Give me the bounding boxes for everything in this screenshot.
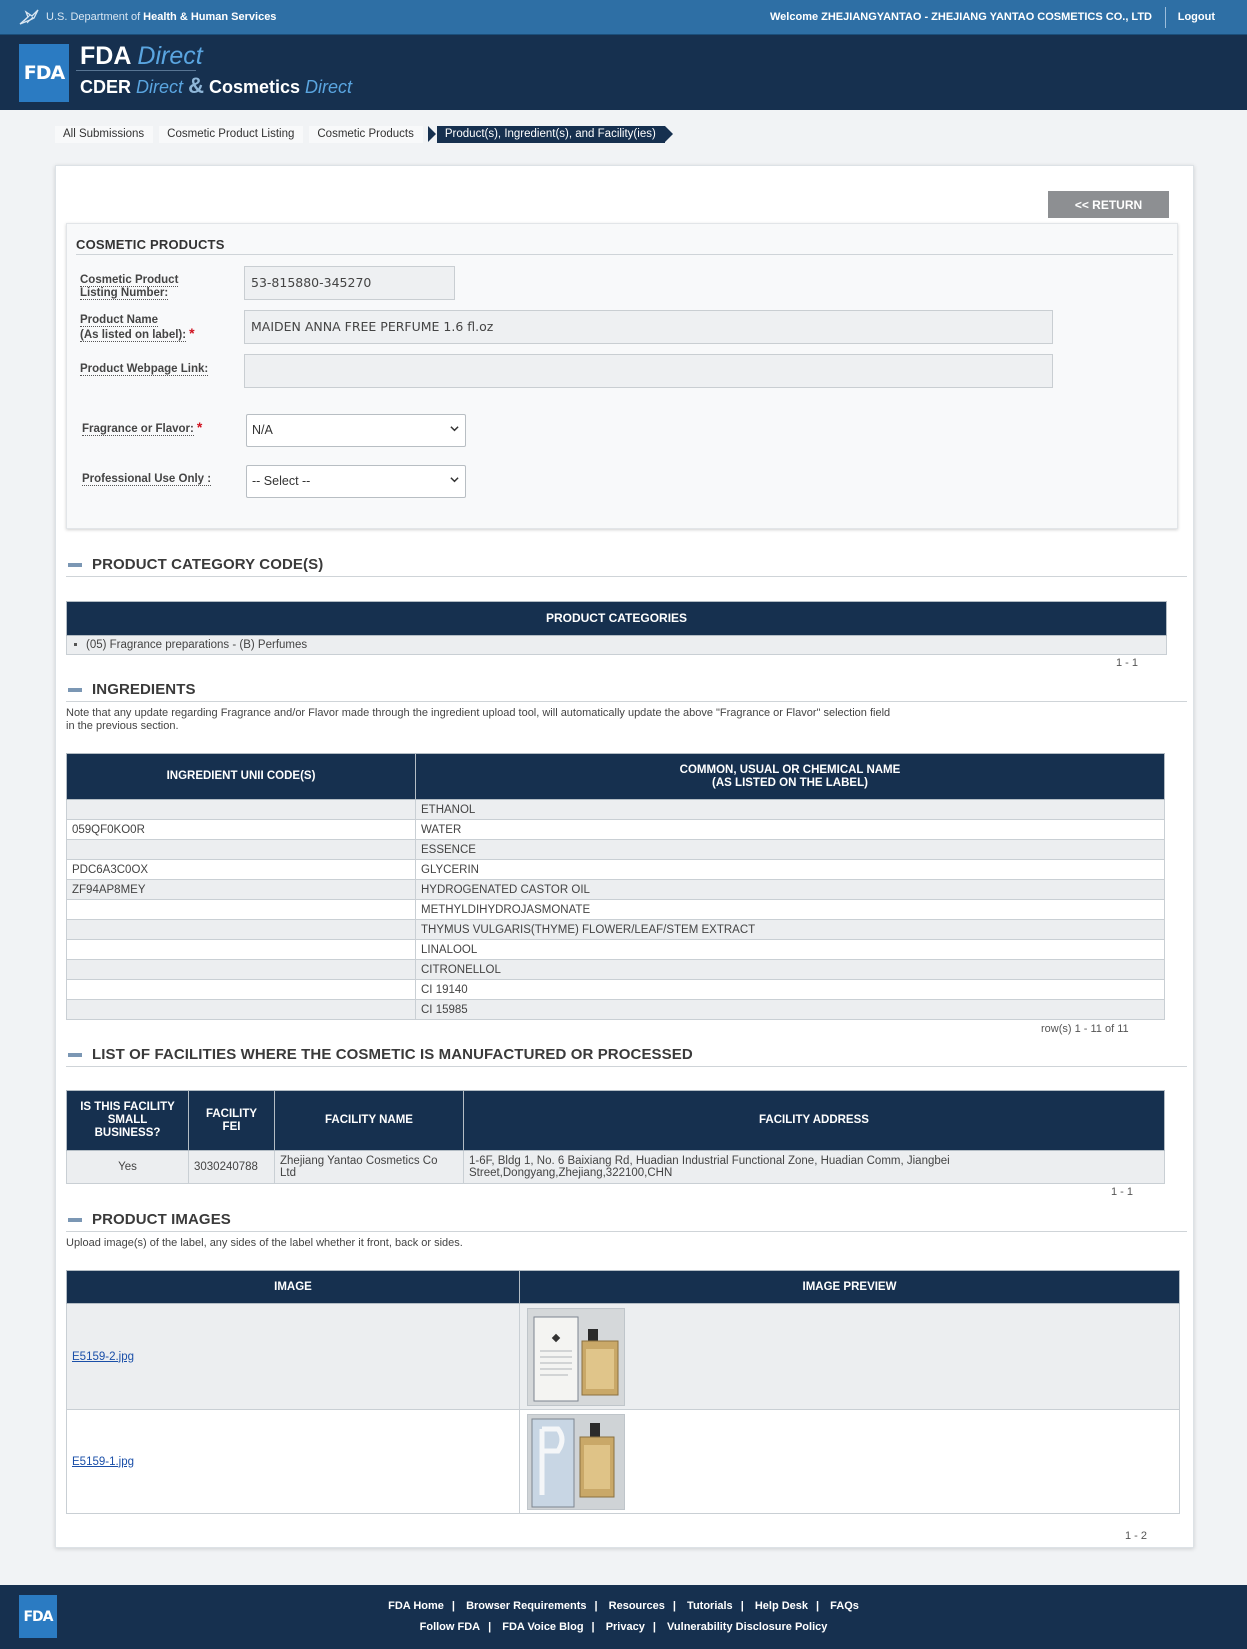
product-images-note: Upload image(s) of the label, any sides of the label whether it front, back or sides. bbox=[66, 1237, 463, 1249]
fda-logo[interactable]: FDA bbox=[19, 44, 69, 102]
listing-number-field[interactable]: 53-815880-345270 bbox=[244, 266, 455, 300]
categories-pager: 1 - 1 bbox=[1116, 657, 1139, 669]
category-item bbox=[67, 636, 1167, 655]
small-business-header-line-1: IS THIS FACILITY bbox=[80, 1101, 175, 1113]
image-file-link[interactable]: E5159-2.jpg bbox=[72, 1350, 135, 1363]
footer-link-faqs[interactable]: FAQs bbox=[830, 1600, 859, 1612]
unii-code-cell: 059QF0KO0R bbox=[67, 820, 416, 840]
webpage-link-label bbox=[80, 363, 208, 376]
ingredients-note bbox=[66, 707, 890, 733]
cosmetic-products-title: COSMETIC PRODUCTS bbox=[76, 237, 225, 252]
small-business-header bbox=[67, 1091, 189, 1151]
footer-links-row-1 bbox=[0, 1600, 1247, 1612]
professional-selected-value: -- Select -- bbox=[252, 474, 311, 488]
brand-rule bbox=[76, 70, 196, 71]
fragrance-selected-value: N/A bbox=[252, 423, 273, 437]
professional-use-label bbox=[82, 473, 211, 486]
footer-link-privacy[interactable]: Privacy bbox=[605, 1621, 645, 1633]
hhs-eagle-icon bbox=[18, 8, 40, 26]
ingredients-heading[interactable] bbox=[68, 681, 196, 698]
listing-label-line-1: Cosmetic Product bbox=[80, 274, 179, 286]
unii-code-cell bbox=[67, 980, 416, 1000]
footer-fda-logo[interactable]: FDA bbox=[19, 1595, 57, 1638]
table-row bbox=[67, 1151, 1165, 1184]
section-divider bbox=[66, 701, 1187, 702]
table-row bbox=[67, 860, 1165, 880]
section-divider bbox=[66, 576, 1187, 577]
fda-direct-title bbox=[80, 42, 203, 71]
footer-link-fda-voice-blog[interactable]: FDA Voice Blog bbox=[502, 1621, 584, 1633]
footer-separator: | bbox=[451, 1600, 455, 1612]
unii-code-cell: ZF94AP8MEY bbox=[67, 880, 416, 900]
required-marker: * bbox=[196, 419, 203, 435]
bullet-icon bbox=[74, 643, 77, 646]
ingredient-name-cell: CI 15985 bbox=[416, 1000, 1165, 1020]
unii-code-header: INGREDIENT UNII CODE(S) bbox=[67, 754, 416, 800]
footer-separator: | bbox=[652, 1621, 656, 1633]
table-header-row bbox=[67, 602, 1167, 636]
table-row bbox=[67, 900, 1165, 920]
product-name-label-line-1: Product Name bbox=[80, 314, 158, 326]
image-filename-cell bbox=[67, 1410, 520, 1514]
table-row bbox=[67, 880, 1165, 900]
footer-link-fda-home[interactable]: FDA Home bbox=[388, 1600, 444, 1612]
facility-address-header: FACILITY ADDRESS bbox=[464, 1091, 1165, 1151]
facility-name-cell bbox=[275, 1151, 464, 1184]
chemical-name-header bbox=[416, 754, 1165, 800]
ingredients-note-line-1: Note that any update regarding Fragrance and/or Flavor made through the ingredient upload tool, will automatically update the above "Fragrance or Flavor" selection field bbox=[66, 707, 891, 719]
footer-link-vulnerability-disclosure[interactable]: Vulnerability Disclosure Policy bbox=[666, 1621, 828, 1633]
facility-address-cell bbox=[464, 1151, 1165, 1184]
perfume-bottle-image-icon bbox=[528, 1415, 625, 1510]
footer-separator: | bbox=[816, 1600, 820, 1612]
footer-separator: | bbox=[740, 1600, 744, 1612]
table-row bbox=[67, 1410, 1180, 1514]
perfume-box-image-icon bbox=[528, 1309, 625, 1406]
footer bbox=[0, 1585, 1247, 1649]
image-preview-cell bbox=[520, 1304, 1180, 1410]
chevron-down-icon bbox=[450, 424, 459, 433]
facility-name-line-1: Zhejiang Yantao Cosmetics Co bbox=[280, 1155, 438, 1167]
image-preview-thumbnail[interactable] bbox=[527, 1308, 625, 1406]
image-preview-thumbnail[interactable] bbox=[527, 1414, 625, 1510]
hhs-dept-name: Health & Human Services bbox=[143, 11, 277, 23]
professional-use-select[interactable] bbox=[246, 465, 466, 498]
brand-cosmetics: Cosmetics bbox=[208, 77, 301, 97]
breadcrumb-all-submissions[interactable]: All Submissions bbox=[55, 126, 153, 143]
main-panel bbox=[55, 165, 1194, 1548]
product-category-title: PRODUCT CATEGORY CODE(S) bbox=[92, 556, 324, 573]
fei-cell: 3030240788 bbox=[189, 1151, 275, 1184]
brand-header bbox=[0, 35, 1247, 110]
collapse-icon[interactable] bbox=[68, 563, 82, 567]
ingredients-note-line-2: in the previous section. bbox=[66, 720, 179, 732]
hhs-dept-prefix: U.S. Department of bbox=[46, 11, 141, 23]
facility-address-line-1: 1-6F, Bldg 1, No. 6 Baixiang Rd, Huadian Industrial Functional Zone, Huadian Comm, Jiangbei bbox=[469, 1155, 950, 1167]
ingredients-title: INGREDIENTS bbox=[92, 681, 196, 698]
section-divider bbox=[76, 254, 1173, 255]
ingredients-table bbox=[66, 753, 1165, 1020]
table-row bbox=[67, 800, 1165, 820]
facility-name-line-2: Ltd bbox=[280, 1167, 296, 1179]
fragrance-label-text: Fragrance or Flavor: bbox=[82, 423, 194, 435]
brand-fda: FDA bbox=[80, 42, 131, 70]
table-header-row bbox=[67, 754, 1165, 800]
table-header-row bbox=[67, 1271, 1180, 1304]
welcome-text: Welcome ZHEJIANGYANTAO - ZHEJIANG YANTAO COSMETICS CO., LTD bbox=[770, 11, 1152, 23]
images-pager: 1 - 2 bbox=[1125, 1530, 1148, 1542]
unii-code-cell bbox=[67, 800, 416, 820]
fei-header bbox=[189, 1091, 275, 1151]
hhs-bar bbox=[0, 0, 1247, 35]
unii-code-cell bbox=[67, 840, 416, 860]
table-row bbox=[67, 980, 1165, 1000]
required-marker: * bbox=[189, 325, 195, 341]
ingredient-name-cell: GLYCERIN bbox=[416, 860, 1165, 880]
unii-code-cell: PDC6A3C0OX bbox=[67, 860, 416, 880]
fragrance-label bbox=[82, 421, 202, 436]
footer-links-row-2 bbox=[0, 1621, 1247, 1633]
chemical-name-header-line-2: (AS LISTED ON THE LABEL) bbox=[712, 776, 868, 789]
brand-direct-2: Direct bbox=[136, 77, 184, 97]
image-filename-cell bbox=[67, 1304, 520, 1410]
listing-label-line-2: Listing Number: bbox=[80, 287, 169, 299]
footer-link-help-desk[interactable]: Help Desk bbox=[754, 1600, 809, 1612]
footer-separator: | bbox=[488, 1621, 492, 1633]
image-header: IMAGE bbox=[67, 1271, 520, 1304]
webpage-link-field[interactable] bbox=[244, 354, 1053, 388]
header-divider bbox=[1165, 7, 1166, 28]
table-row bbox=[67, 920, 1165, 940]
footer-link-follow-fda[interactable]: Follow FDA bbox=[419, 1621, 481, 1633]
product-images-table bbox=[66, 1270, 1180, 1514]
ingredient-name-cell: ESSENCE bbox=[416, 840, 1165, 860]
cosmetic-products-box bbox=[66, 223, 1178, 529]
product-name-label bbox=[80, 314, 195, 342]
ingredients-pager: row(s) 1 - 11 of 11 bbox=[1041, 1023, 1129, 1035]
hhs-branding[interactable] bbox=[18, 8, 276, 26]
ingredient-name-cell: THYMUS VULGARIS(THYME) FLOWER/LEAF/STEM EXTRACT bbox=[416, 920, 1165, 940]
product-category-heading[interactable] bbox=[68, 556, 323, 573]
unii-code-cell bbox=[67, 1000, 416, 1020]
product-name-field[interactable]: MAIDEN ANNA FREE PERFUME 1.6 fl.oz bbox=[244, 310, 1053, 344]
facilities-pager: 1 - 1 bbox=[1111, 1186, 1134, 1198]
footer-separator: | bbox=[672, 1600, 676, 1612]
image-preview-header: IMAGE PREVIEW bbox=[520, 1271, 1180, 1304]
image-preview-cell bbox=[520, 1410, 1180, 1514]
table-header-row bbox=[67, 1091, 1165, 1151]
facility-address-line-2: Street,Dongyang,Zhejiang,322100,CHN bbox=[469, 1167, 673, 1179]
section-divider bbox=[66, 1231, 1187, 1232]
table-row bbox=[67, 820, 1165, 840]
brand-amp: & bbox=[188, 73, 204, 98]
breadcrumb-current: Product(s), Ingredient(s), and Facility(ies) bbox=[437, 126, 665, 143]
ingredient-name-cell: METHYLDIHYDROJASMONATE bbox=[416, 900, 1165, 920]
table-row bbox=[67, 940, 1165, 960]
product-images-title: PRODUCT IMAGES bbox=[92, 1211, 231, 1228]
footer-link-tutorials[interactable]: Tutorials bbox=[687, 1600, 733, 1612]
product-categories-header: PRODUCT CATEGORIES bbox=[67, 602, 1167, 636]
unii-code-cell bbox=[67, 920, 416, 940]
category-item-text: (05) Fragrance preparations - (B) Perfumes bbox=[86, 639, 308, 651]
breadcrumb-cosmetic-products[interactable]: Cosmetic Products bbox=[309, 126, 423, 143]
table-row bbox=[67, 1304, 1180, 1410]
table-row bbox=[67, 636, 1167, 655]
chevron-down-icon bbox=[450, 475, 459, 484]
fei-header-line-1: FACILITY bbox=[205, 1107, 258, 1120]
collapse-icon[interactable] bbox=[68, 1053, 82, 1057]
ingredient-name-cell: WATER bbox=[416, 820, 1165, 840]
product-name-label-line-2: (As listed on label): bbox=[80, 329, 187, 341]
professional-label-text: Professional Use Only : bbox=[82, 473, 212, 485]
webpage-label-text: Product Webpage Link: bbox=[80, 363, 209, 375]
footer-separator: | bbox=[591, 1621, 595, 1633]
facilities-heading[interactable] bbox=[68, 1046, 693, 1063]
brand-direct-3: Direct bbox=[305, 77, 353, 97]
footer-separator: | bbox=[594, 1600, 598, 1612]
ingredient-name-cell: HYDROGENATED CASTOR OIL bbox=[416, 880, 1165, 900]
breadcrumb bbox=[55, 126, 671, 143]
unii-code-cell bbox=[67, 940, 416, 960]
table-row bbox=[67, 1000, 1165, 1020]
small-business-header-line-3: BUSINESS? bbox=[94, 1127, 161, 1139]
cder-cosmetics-title bbox=[80, 73, 352, 99]
facilities-table bbox=[66, 1090, 1165, 1184]
collapse-icon[interactable] bbox=[68, 1218, 82, 1222]
footer-link-browser-requirements[interactable]: Browser Requirements bbox=[466, 1600, 587, 1612]
ingredient-name-cell: CI 19140 bbox=[416, 980, 1165, 1000]
logout-link[interactable]: Logout bbox=[1177, 11, 1215, 23]
listing-number-label bbox=[80, 274, 178, 300]
ingredient-name-cell: LINALOOL bbox=[416, 940, 1165, 960]
image-file-link[interactable]: E5159-1.jpg bbox=[72, 1455, 135, 1468]
brand-cder: CDER bbox=[80, 77, 132, 97]
breadcrumb-cosmetic-product-listing[interactable]: Cosmetic Product Listing bbox=[159, 126, 303, 143]
unii-code-cell bbox=[67, 900, 416, 920]
small-business-header-line-2: SMALL bbox=[107, 1114, 148, 1126]
facility-name-header: FACILITY NAME bbox=[275, 1091, 464, 1151]
brand-direct: Direct bbox=[137, 42, 203, 70]
section-divider bbox=[66, 1066, 1187, 1067]
return-button[interactable]: << RETURN bbox=[1048, 191, 1169, 218]
fei-header-line-2: FEI bbox=[222, 1120, 241, 1133]
facilities-title: LIST OF FACILITIES WHERE THE COSMETIC IS MANUFACTURED OR PROCESSED bbox=[92, 1046, 693, 1063]
ingredient-name-cell: ETHANOL bbox=[416, 800, 1165, 820]
product-images-heading[interactable] bbox=[68, 1211, 231, 1228]
fragrance-select[interactable] bbox=[246, 414, 466, 447]
footer-link-resources[interactable]: Resources bbox=[608, 1600, 665, 1612]
collapse-icon[interactable] bbox=[68, 688, 82, 692]
small-business-cell: Yes bbox=[67, 1151, 189, 1184]
chemical-name-header-line-1: COMMON, USUAL OR CHEMICAL NAME bbox=[679, 763, 901, 776]
table-row bbox=[67, 960, 1165, 980]
ingredient-name-cell: CITRONELLOL bbox=[416, 960, 1165, 980]
product-categories-table bbox=[66, 601, 1167, 655]
table-row bbox=[67, 840, 1165, 860]
unii-code-cell bbox=[67, 960, 416, 980]
